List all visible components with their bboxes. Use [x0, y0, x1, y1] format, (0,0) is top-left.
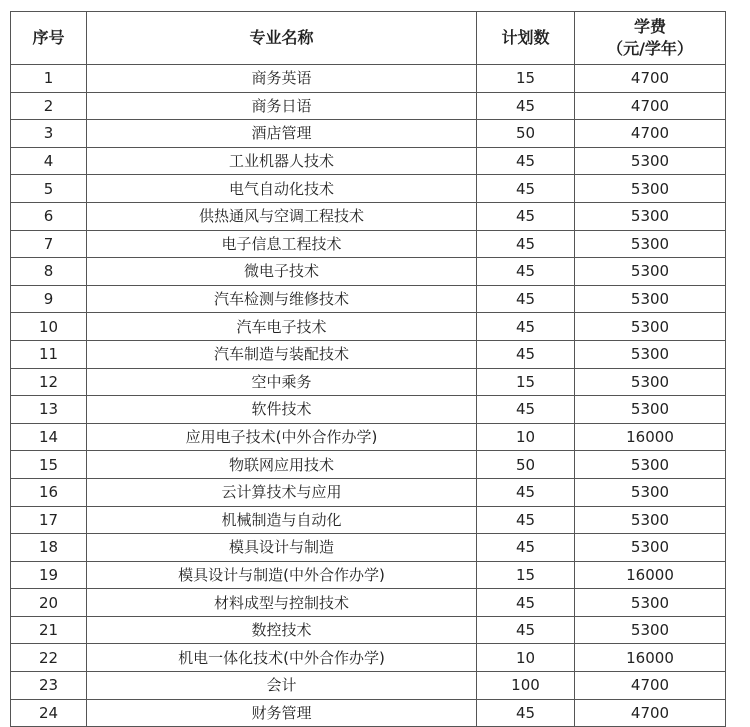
table-row — [11, 396, 726, 424]
cell-fee: 4700 — [575, 65, 726, 93]
cell-major: 商务英语 — [87, 65, 477, 93]
cell-plan: 45 — [477, 175, 575, 203]
cell-fee: 5300 — [575, 368, 726, 396]
cell-plan: 45 — [477, 340, 575, 368]
cell-plan: 100 — [477, 672, 575, 700]
cell-index: 21 — [11, 616, 87, 644]
table-row — [11, 699, 726, 727]
table-row — [11, 561, 726, 589]
table-row — [11, 120, 726, 148]
cell-index: 23 — [11, 672, 87, 700]
cell-plan: 45 — [477, 230, 575, 258]
header-major: 专业名称 — [87, 12, 477, 65]
cell-plan: 45 — [477, 699, 575, 727]
cell-index: 22 — [11, 644, 87, 672]
cell-index: 17 — [11, 506, 87, 534]
cell-major: 物联网应用技术 — [87, 451, 477, 479]
enrollment-table — [10, 11, 726, 727]
cell-fee: 5300 — [575, 313, 726, 341]
cell-fee: 5300 — [575, 396, 726, 424]
cell-fee: 4700 — [575, 699, 726, 727]
header-fee-unit: （元/学年） — [607, 39, 693, 58]
table-header — [11, 12, 726, 65]
cell-plan: 45 — [477, 258, 575, 286]
cell-major: 汽车制造与装配技术 — [87, 340, 477, 368]
cell-major: 酒店管理 — [87, 120, 477, 148]
table-row — [11, 313, 726, 341]
cell-plan: 10 — [477, 644, 575, 672]
cell-plan: 45 — [477, 616, 575, 644]
cell-plan: 45 — [477, 285, 575, 313]
cell-fee: 5300 — [575, 616, 726, 644]
cell-index: 14 — [11, 423, 87, 451]
cell-index: 24 — [11, 699, 87, 727]
cell-index: 18 — [11, 534, 87, 562]
table-row — [11, 478, 726, 506]
table-row — [11, 589, 726, 617]
cell-index: 9 — [11, 285, 87, 313]
cell-plan: 45 — [477, 396, 575, 424]
cell-plan: 45 — [477, 478, 575, 506]
cell-index: 2 — [11, 92, 87, 120]
cell-fee: 5300 — [575, 230, 726, 258]
cell-fee: 5300 — [575, 147, 726, 175]
cell-major: 电气自动化技术 — [87, 175, 477, 203]
cell-fee: 5300 — [575, 506, 726, 534]
cell-plan: 45 — [477, 147, 575, 175]
cell-index: 1 — [11, 65, 87, 93]
table-row — [11, 202, 726, 230]
cell-fee: 16000 — [575, 561, 726, 589]
cell-major: 机械制造与自动化 — [87, 506, 477, 534]
cell-fee: 5300 — [575, 340, 726, 368]
cell-index: 16 — [11, 478, 87, 506]
cell-index: 12 — [11, 368, 87, 396]
cell-major: 云计算技术与应用 — [87, 478, 477, 506]
table-row — [11, 285, 726, 313]
cell-plan: 15 — [477, 561, 575, 589]
cell-major: 模具设计与制造 — [87, 534, 477, 562]
enrollment-table-container — [10, 11, 725, 727]
table-row — [11, 506, 726, 534]
cell-fee: 16000 — [575, 644, 726, 672]
cell-major: 材料成型与控制技术 — [87, 589, 477, 617]
cell-plan: 10 — [477, 423, 575, 451]
cell-plan: 45 — [477, 92, 575, 120]
cell-fee: 5300 — [575, 285, 726, 313]
table-row — [11, 616, 726, 644]
header-fee — [575, 12, 726, 65]
cell-plan: 45 — [477, 589, 575, 617]
table-body — [11, 65, 726, 727]
cell-plan: 50 — [477, 120, 575, 148]
table-row — [11, 65, 726, 93]
cell-plan: 15 — [477, 368, 575, 396]
cell-plan: 50 — [477, 451, 575, 479]
table-row — [11, 340, 726, 368]
table-row — [11, 534, 726, 562]
table-row — [11, 672, 726, 700]
header-fee-label: 学费 — [633, 17, 666, 36]
table-row — [11, 230, 726, 258]
cell-major: 工业机器人技术 — [87, 147, 477, 175]
cell-fee: 4700 — [575, 672, 726, 700]
table-row — [11, 368, 726, 396]
cell-fee: 5300 — [575, 175, 726, 203]
cell-major: 供热通风与空调工程技术 — [87, 202, 477, 230]
cell-index: 8 — [11, 258, 87, 286]
cell-major: 财务管理 — [87, 699, 477, 727]
cell-fee: 16000 — [575, 423, 726, 451]
cell-index: 5 — [11, 175, 87, 203]
cell-plan: 15 — [477, 65, 575, 93]
cell-major: 汽车电子技术 — [87, 313, 477, 341]
cell-major: 汽车检测与维修技术 — [87, 285, 477, 313]
table-row — [11, 423, 726, 451]
cell-fee: 5300 — [575, 589, 726, 617]
cell-index: 10 — [11, 313, 87, 341]
cell-fee: 5300 — [575, 258, 726, 286]
cell-plan: 45 — [477, 202, 575, 230]
cell-fee: 5300 — [575, 451, 726, 479]
header-row — [11, 12, 726, 65]
cell-plan: 45 — [477, 534, 575, 562]
cell-major: 模具设计与制造(中外合作办学) — [87, 561, 477, 589]
cell-major: 数控技术 — [87, 616, 477, 644]
cell-major: 应用电子技术(中外合作办学) — [87, 423, 477, 451]
header-index: 序号 — [11, 12, 87, 65]
cell-major: 微电子技术 — [87, 258, 477, 286]
cell-major: 电子信息工程技术 — [87, 230, 477, 258]
table-row — [11, 451, 726, 479]
cell-major: 软件技术 — [87, 396, 477, 424]
cell-fee: 5300 — [575, 534, 726, 562]
table-row — [11, 147, 726, 175]
cell-index: 15 — [11, 451, 87, 479]
table-row — [11, 258, 726, 286]
cell-plan: 45 — [477, 313, 575, 341]
cell-fee: 4700 — [575, 92, 726, 120]
table-row — [11, 175, 726, 203]
cell-plan: 45 — [477, 506, 575, 534]
table-row — [11, 92, 726, 120]
cell-index: 6 — [11, 202, 87, 230]
cell-index: 20 — [11, 589, 87, 617]
cell-index: 19 — [11, 561, 87, 589]
table-row — [11, 644, 726, 672]
cell-index: 3 — [11, 120, 87, 148]
cell-major: 机电一体化技术(中外合作办学) — [87, 644, 477, 672]
cell-major: 会计 — [87, 672, 477, 700]
cell-fee: 5300 — [575, 478, 726, 506]
cell-major: 空中乘务 — [87, 368, 477, 396]
cell-index: 4 — [11, 147, 87, 175]
cell-fee: 5300 — [575, 202, 726, 230]
cell-fee: 4700 — [575, 120, 726, 148]
cell-major: 商务日语 — [87, 92, 477, 120]
cell-index: 11 — [11, 340, 87, 368]
cell-index: 13 — [11, 396, 87, 424]
header-plan: 计划数 — [477, 12, 575, 65]
cell-index: 7 — [11, 230, 87, 258]
